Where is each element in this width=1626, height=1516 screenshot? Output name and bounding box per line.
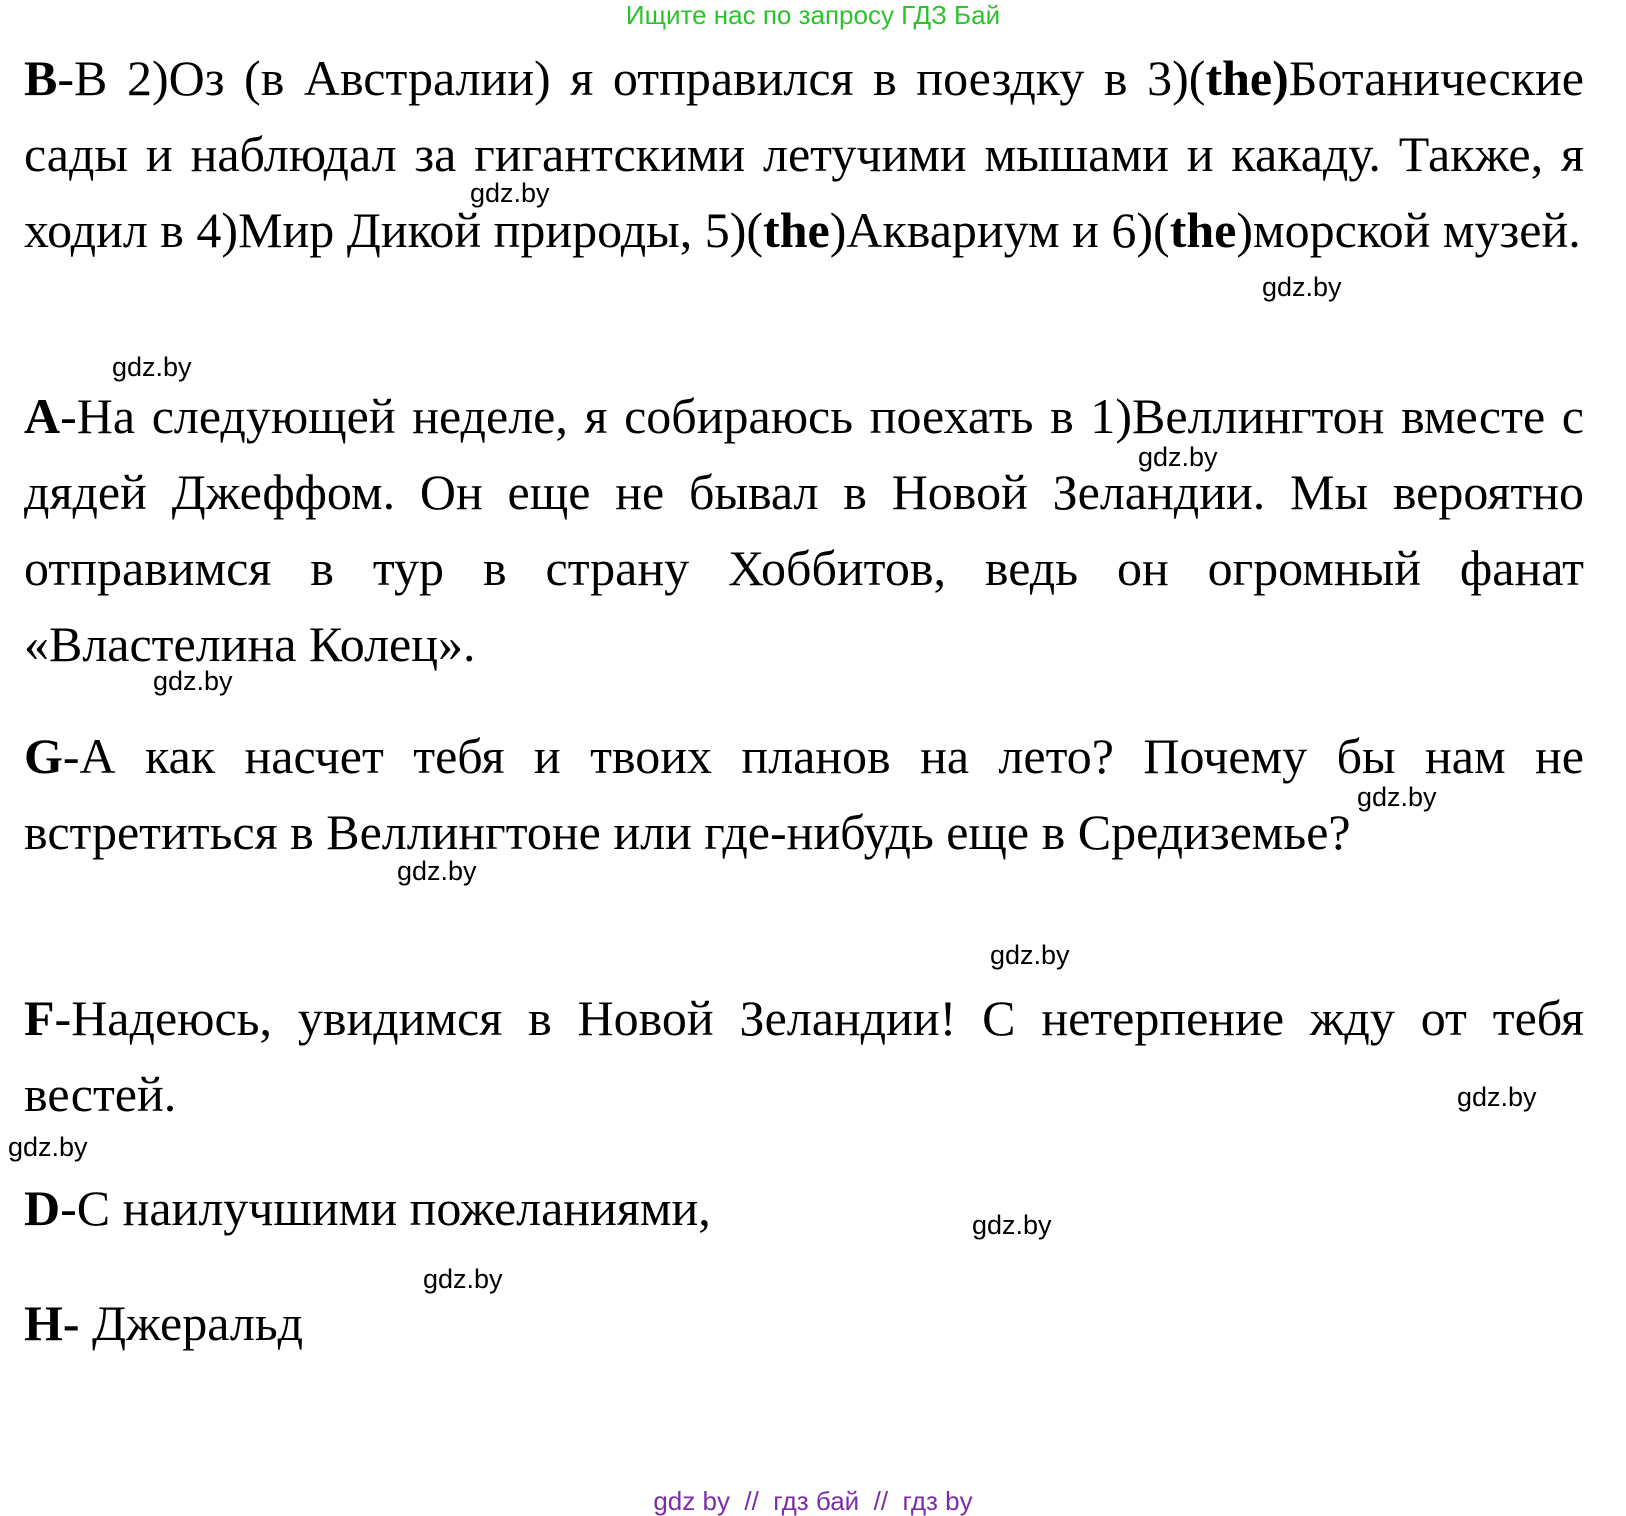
paragraph-text: Ботанические сады и наблюдал за гигантскими летучими мышами и какаду. Также, я ходил в 4)Мир Дикой природы, 5)(	[24, 50, 1584, 258]
paragraph-text: )Аквариум и 6)(	[829, 202, 1170, 258]
watermark: gdz.by	[423, 1264, 503, 1294]
watermark: gdz.by	[1457, 1082, 1537, 1112]
watermark: gdz.by	[1262, 272, 1342, 302]
top-banner: Ищите нас по запросу ГДЗ Бай	[625, 0, 1001, 30]
article-bold: the)	[1205, 50, 1289, 106]
paragraph-text: -А как насчет тебя и твоих планов на лето? Почему бы нам не встретиться в Веллингтоне или где-нибудь еще в Средиземье?	[24, 728, 1584, 860]
paragraph-text: -На следующей неделе, я собираюсь поехать в 1)Веллингтон вместе с дядей Джеффом. Он еще не бывал в Новой Зеландии. Мы вероятно отправимся в тур в страну Хоббитов, ведь он огромный фанат «Властелина Колец».	[24, 388, 1584, 672]
watermark: gdz.by	[112, 352, 192, 382]
watermark: gdz.by	[153, 666, 233, 696]
paragraph-letter: B	[24, 50, 58, 106]
paragraph-text: -Надеюсь, увидимся в Новой Зеландии! С нетерпение жду от тебя вестей.	[24, 990, 1584, 1122]
paragraph-f	[24, 980, 1584, 1132]
paragraph-h	[24, 1285, 1584, 1361]
paragraph-b	[24, 40, 1584, 268]
paragraph-d	[24, 1170, 1584, 1246]
watermark: gdz.by	[8, 1132, 88, 1162]
paragraph-text: )морской музей.	[1236, 202, 1581, 258]
watermark: gdz.by	[1138, 442, 1218, 472]
paragraph-text: -С наилучшими пожеланиями,	[60, 1180, 711, 1236]
paragraph-letter: A	[24, 388, 61, 444]
article-bold: the	[1169, 202, 1237, 258]
watermark: gdz.by	[470, 178, 550, 208]
paragraph-letter: H-	[24, 1295, 80, 1351]
article-bold: the	[763, 202, 830, 258]
watermark: gdz.by	[972, 1210, 1052, 1240]
watermark: gdz.by	[1357, 782, 1437, 812]
paragraph-letter: G	[24, 728, 63, 784]
paragraph-letter: D	[24, 1180, 61, 1236]
footer: gdz by // гдз бай // гдз by	[653, 1486, 973, 1516]
paragraph-text: Джеральд	[79, 1295, 304, 1351]
paragraph-text: -В 2)Оз (в Австралии) я отправился в поездку в 3)(	[57, 50, 1206, 106]
paragraph-g	[24, 718, 1584, 870]
paragraph-a	[24, 378, 1584, 682]
watermark: gdz.by	[990, 940, 1070, 970]
watermark: gdz.by	[397, 856, 477, 886]
paragraph-letter: F	[24, 990, 55, 1046]
